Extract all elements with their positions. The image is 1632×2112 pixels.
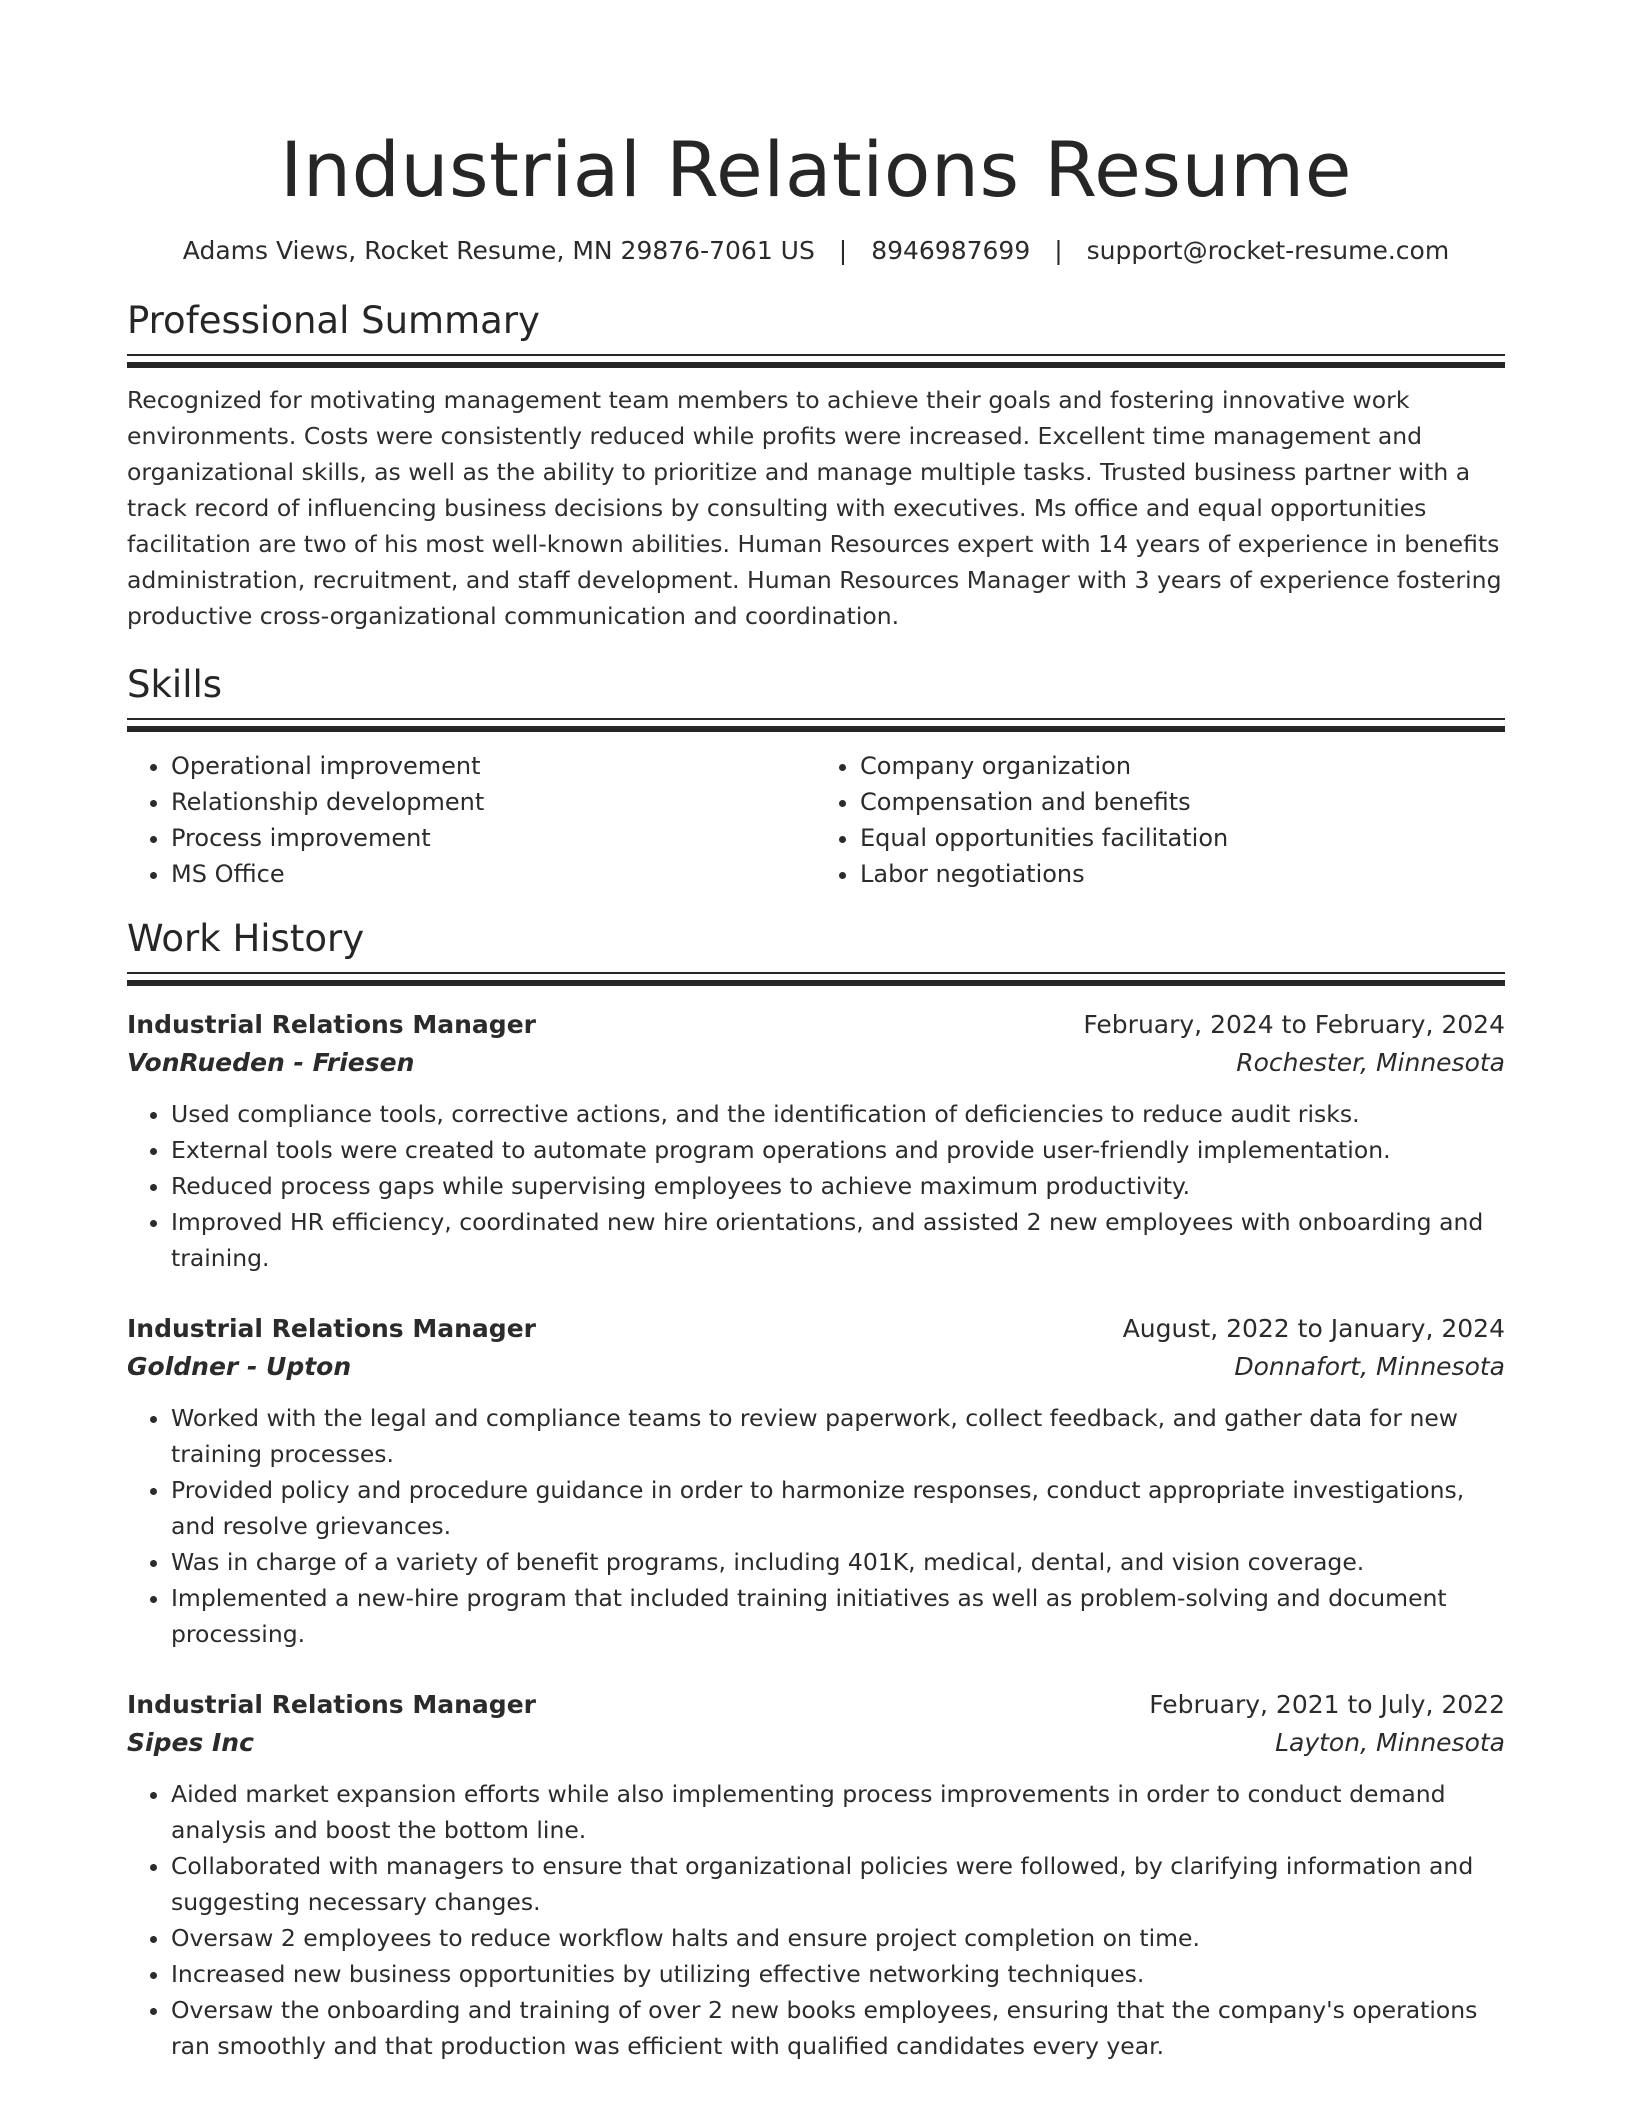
job-subheader-row xyxy=(127,1044,1505,1082)
job-bullet: • External tools were created to automate program operations and provide user-friendly implementation. xyxy=(171,1132,1505,1168)
job-location: Layton, Minnesota xyxy=(1275,1728,1505,1757)
skill-item: • Equal opportunities facilitation xyxy=(860,820,1505,856)
skills-section xyxy=(127,662,1505,892)
job-company: Sipes Inc xyxy=(127,1728,254,1757)
job-bullets xyxy=(127,1400,1505,1652)
section-divider xyxy=(127,354,1505,370)
skill-item: • Operational improvement xyxy=(171,748,816,784)
professional-summary-section xyxy=(127,298,1505,634)
job-entry xyxy=(127,1006,1505,1276)
section-heading: Skills xyxy=(127,663,223,706)
skill-item: • Labor negotiations xyxy=(860,856,1505,892)
job-subheader-row xyxy=(127,1724,1505,1762)
job-location: Donnafort, Minnesota xyxy=(1234,1352,1505,1381)
section-divider xyxy=(127,972,1505,988)
job-bullet: • Oversaw 2 employees to reduce workflow halts and ensure project completion on time. xyxy=(171,1920,1505,1956)
skill-item: • Relationship development xyxy=(171,784,816,820)
job-bullet: • Collaborated with managers to ensure that organizational policies were followed, by clarifying information and suggesting necessary changes. xyxy=(171,1848,1505,1920)
job-bullet: • Oversaw the onboarding and training of over 2 new books employees, ensuring that the company's operations ran smoothly and that production was efficient with qualified candidates every year. xyxy=(171,1992,1505,2064)
job-bullet: • Increased new business opportunities by utilizing effective networking techniques. xyxy=(171,1956,1505,1992)
job-entry xyxy=(127,1686,1505,2064)
job-title: Industrial Relations Manager xyxy=(127,1314,536,1343)
work-history-section xyxy=(127,916,1505,2064)
skills-columns xyxy=(127,748,1505,892)
contact-address: Adams Views, Rocket Resume, MN 29876-7061 US xyxy=(182,236,815,265)
job-bullet: • Reduced process gaps while supervising employees to achieve maximum productivity. xyxy=(171,1168,1505,1204)
contact-separator: | xyxy=(838,236,848,265)
job-bullet: • Provided policy and procedure guidance in order to harmonize responses, conduct appropriate investigations, and resolve grievances. xyxy=(171,1472,1505,1544)
job-bullet: • Was in charge of a variety of benefit programs, including 401K, medical, dental, and vision coverage. xyxy=(171,1544,1505,1580)
job-company: Goldner - Upton xyxy=(127,1352,352,1381)
contact-email: support@rocket-resume.com xyxy=(1086,236,1450,265)
job-dates: August, 2022 to January, 2024 xyxy=(1122,1314,1505,1343)
job-title: Industrial Relations Manager xyxy=(127,1690,536,1719)
job-entry xyxy=(127,1310,1505,1652)
skill-item: • Company organization xyxy=(860,748,1505,784)
job-location: Rochester, Minnesota xyxy=(1236,1048,1505,1077)
job-title: Industrial Relations Manager xyxy=(127,1010,536,1039)
section-heading: Work History xyxy=(127,917,365,960)
contact-phone: 8946987699 xyxy=(871,236,1031,265)
job-bullet: • Improved HR efficiency, coordinated new hire orientations, and assisted 2 new employees with onboarding and training. xyxy=(171,1204,1505,1276)
resume-title: Industrial Relations Resume xyxy=(280,125,1352,214)
job-bullet: • Implemented a new-hire program that included training initiatives as well as problem-solving and document processing. xyxy=(171,1580,1505,1652)
job-dates: February, 2024 to February, 2024 xyxy=(1083,1010,1505,1039)
job-header-row xyxy=(127,1006,1505,1044)
job-bullets xyxy=(127,1096,1505,1276)
skills-list-right xyxy=(816,748,1505,892)
summary-paragraph: Recognized for motivating management team members to achieve their goals and fostering innovative work environments. Costs were consistently reduced while profits were increased. Excellent time management and organizational skills, as well as the ability to prioritize and manage multiple tasks. Trusted business partner with a track record of influencing business decisions by consulting with executives. Ms office and equal opportunities facilitation are two of his most well-known abilities. Human Resources expert with 14 years of experience in benefits administration, recruitment, and staff development. Human Resources Manager with 3 years of experience fostering productive cross-organizational communication and coordination. xyxy=(127,386,1502,630)
skill-item: • Process improvement xyxy=(171,820,816,856)
skills-list-left xyxy=(127,748,816,892)
job-header-row xyxy=(127,1686,1505,1724)
contact-line xyxy=(127,234,1505,268)
job-dates: February, 2021 to July, 2022 xyxy=(1149,1690,1505,1719)
section-divider xyxy=(127,718,1505,734)
skill-item: • Compensation and benefits xyxy=(860,784,1505,820)
job-header-row xyxy=(127,1310,1505,1348)
job-subheader-row xyxy=(127,1348,1505,1386)
job-bullets xyxy=(127,1776,1505,2064)
job-bullet: • Used compliance tools, corrective actions, and the identification of deficiencies to reduce audit risks. xyxy=(171,1096,1505,1132)
contact-separator: | xyxy=(1054,236,1063,265)
skill-item: • MS Office xyxy=(171,856,816,892)
job-bullet: • Aided market expansion efforts while also implementing process improvements in order to conduct demand analysis and boost the bottom line. xyxy=(171,1776,1505,1848)
section-heading: Professional Summary xyxy=(127,299,540,342)
job-company: VonRueden - Friesen xyxy=(127,1048,415,1077)
job-bullet: • Worked with the legal and compliance teams to review paperwork, collect feedback, and gather data for new training processes. xyxy=(171,1400,1505,1472)
